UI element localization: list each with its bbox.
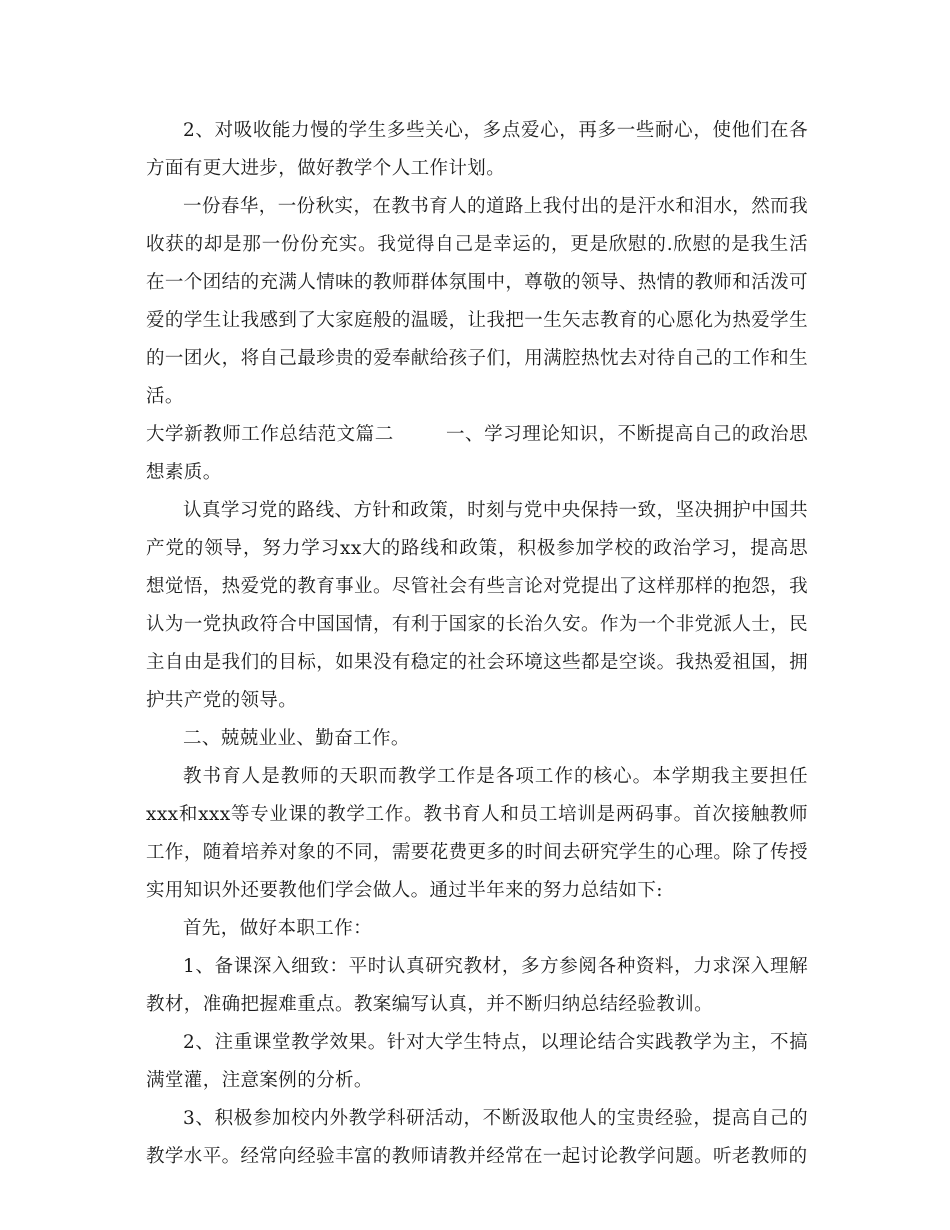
paragraph-1: 2、对吸收能力慢的学生多些关心，多点爱心，再多一些耐心，使他们在各方面有更大进步，做好教学个人工作计划。 xyxy=(146,120,808,179)
section-title: 大学新教师工作总结范文篇二 xyxy=(146,424,394,445)
paragraph-4: 教书育人是教师的天职而教学工作是各项工作的核心。本学期我主要担任xxx和xxx等专业课的教学工作。教书育人和员工培训是两码事。首次接触教师工作，随着培养对象的不同，需要花费更多的时间去研究学生的心理。除了传授实用知识外还要教他们学会做人。通过半年来的努力总结如下: xyxy=(146,766,808,901)
section-1-heading: 一、学习理论知识，不断提高自己的政治思想素质。 xyxy=(146,424,808,483)
paragraph-3: 认真学习党的路线、方针和政策，时刻与党中央保持一致，坚决拥护中国共产党的领导，努力学习xx大的路线和政策，积极参加学校的政治学习，提高思想觉悟，热爱党的教育事业。尽管社会有些言论对党提出了这样那样的抱怨，我认为一党执政符合中国国情，有利于国家的长治久安。作为一个非党派人士，民主自由是我们的目标，如果没有稳定的社会环境这些都是空谈。我热爱祖国，拥护共产党的领导。 xyxy=(146,500,808,711)
paragraph-2: 一份春华，一份秋实，在教书育人的道路上我付出的是汗水和泪水，然而我收获的却是那一份份充实。我觉得自己是幸运的，更是欣慰的.欣慰的是我生活在一个团结的充满人情味的教师群体氛围中，尊敬的领导、热情的教师和活泼可爱的学生让我感到了大家庭般的温暖，让我把一生矢志教育的心愿化为热爱学生的一团火，将自己最珍贵的爱奉献给孩子们，用满腔热忱去对待自己的工作和生活。 xyxy=(146,196,808,407)
section-2-heading: 二、兢兢业业、勤奋工作。 xyxy=(183,728,410,749)
paragraph-8: 3、积极参加校内外教学科研活动，不断汲取他人的宝贵经验，提高自己的教学水平。经常向经验丰富的教师请教并经常在一起讨论教学问题。听老教师的 xyxy=(146,1108,808,1167)
document-body xyxy=(146,112,808,1176)
paragraph-6: 1、备课深入细致：平时认真研究教材，多方参阅各种资料，力求深入理解教材，准确把握难重点。教案编写认真，并不断归纳总结经验教训。 xyxy=(146,956,808,1015)
section-title-line xyxy=(146,416,808,492)
paragraph-7: 2、注重课堂教学效果。针对大学生特点，以理论结合实践教学为主，不搞满堂灌，注意案例的分析。 xyxy=(146,1032,808,1091)
paragraph-5: 首先，做好本职工作： xyxy=(183,918,373,939)
